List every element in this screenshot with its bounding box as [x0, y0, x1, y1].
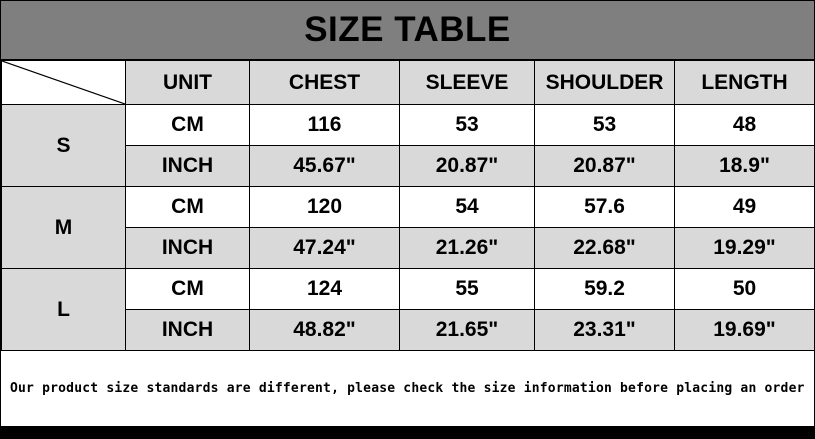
- col-header-unit: UNIT: [126, 61, 250, 105]
- cell-m-cm-length: 49: [675, 187, 815, 228]
- cell-s-cm-sleeve: 53: [400, 105, 535, 146]
- size-table: [1, 60, 815, 351]
- cell-m-inch-shoulder: 22.68": [535, 228, 675, 269]
- size-label-l: L: [2, 269, 126, 351]
- size-label-s: S: [2, 105, 126, 187]
- cell-s-cm-length: 48: [675, 105, 815, 146]
- cell-l-cm-shoulder: 59.2: [535, 269, 675, 310]
- cell-s-cm-shoulder: 53: [535, 105, 675, 146]
- row-s-cm: [2, 105, 815, 146]
- row-l-cm: [2, 269, 815, 310]
- cell-s-inch-chest: 45.67": [250, 146, 400, 187]
- note-text: Our product size standards are different, please check the size information before placing an order: [10, 381, 805, 396]
- cell-m-cm-sleeve: 54: [400, 187, 535, 228]
- col-header-shoulder: SHOULDER: [535, 61, 675, 105]
- col-header-length: LENGTH: [675, 61, 815, 105]
- header-row: [2, 61, 815, 105]
- title-bar: [1, 1, 814, 60]
- cell-l-inch-sleeve: 21.65": [400, 310, 535, 351]
- cell-m-inch-length: 19.29": [675, 228, 815, 269]
- cell-l-cm-chest: 124: [250, 269, 400, 310]
- cell-s-inch-unit: INCH: [126, 146, 250, 187]
- cell-s-cm-unit: CM: [126, 105, 250, 146]
- cell-m-cm-chest: 120: [250, 187, 400, 228]
- diagonal-corner-cell: [2, 61, 126, 105]
- note-box: [1, 351, 814, 426]
- page-title: SIZE TABLE: [304, 10, 511, 49]
- cell-m-cm-unit: CM: [126, 187, 250, 228]
- cell-l-cm-length: 50: [675, 269, 815, 310]
- cell-m-inch-chest: 47.24": [250, 228, 400, 269]
- row-m-cm: [2, 187, 815, 228]
- cell-l-inch-chest: 48.82": [250, 310, 400, 351]
- cell-l-inch-length: 19.69": [675, 310, 815, 351]
- bottom-bar: [1, 426, 814, 438]
- diagonal-line-icon: [2, 61, 125, 104]
- cell-l-inch-shoulder: 23.31": [535, 310, 675, 351]
- cell-s-inch-shoulder: 20.87": [535, 146, 675, 187]
- cell-m-inch-unit: INCH: [126, 228, 250, 269]
- col-header-chest: CHEST: [250, 61, 400, 105]
- cell-s-inch-length: 18.9": [675, 146, 815, 187]
- cell-m-inch-sleeve: 21.26": [400, 228, 535, 269]
- cell-l-cm-sleeve: 55: [400, 269, 535, 310]
- cell-s-cm-chest: 116: [250, 105, 400, 146]
- col-header-sleeve: SLEEVE: [400, 61, 535, 105]
- cell-l-inch-unit: INCH: [126, 310, 250, 351]
- size-label-m: M: [2, 187, 126, 269]
- cell-s-inch-sleeve: 20.87": [400, 146, 535, 187]
- cell-m-cm-shoulder: 57.6: [535, 187, 675, 228]
- cell-l-cm-unit: CM: [126, 269, 250, 310]
